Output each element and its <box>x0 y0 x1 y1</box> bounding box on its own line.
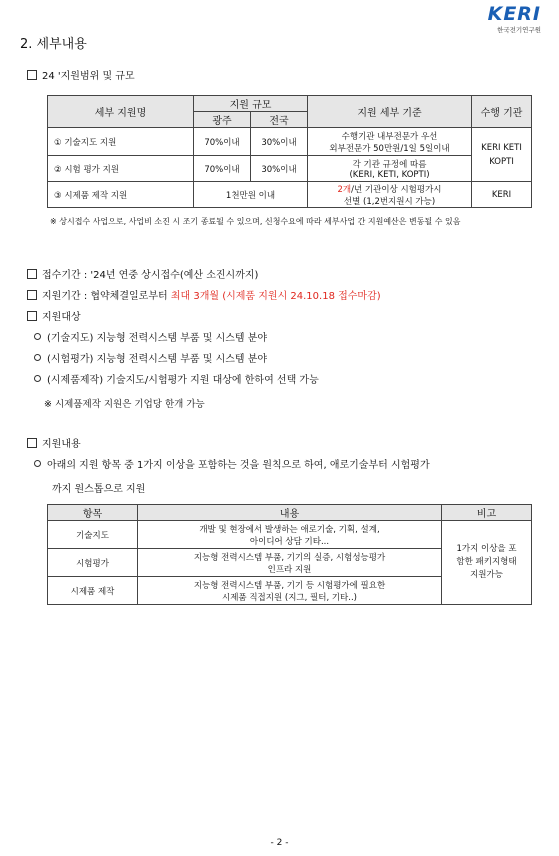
content-line: 인프라 지원 <box>267 564 312 575</box>
square-bullet-icon <box>27 70 37 80</box>
criteria-line: (KERI, KETI, KOPTI) <box>349 169 430 180</box>
logo-subtitle: 한국전기연구원 <box>497 26 541 34</box>
header-criteria: 지원 세부 기준 <box>308 96 472 128</box>
content-line: 시제품 직접지원 (지그, 필터, 기타..) <box>222 592 357 603</box>
content-line: 아이디어 상담 기타... <box>249 536 330 547</box>
row-organization: KERI <box>472 182 532 208</box>
row-name: ① 기술지도 지원 <box>48 128 194 156</box>
row-criteria <box>308 182 472 208</box>
keri-logo <box>488 4 541 34</box>
circle-bullet-icon <box>34 354 41 361</box>
table-row <box>48 521 532 549</box>
row-gwangju: 70%이내 <box>194 128 251 156</box>
row-item: 기술지도 <box>48 521 138 549</box>
support-scope-table <box>47 95 532 208</box>
row-item: 시험평가 <box>48 549 138 577</box>
row-national: 30%이내 <box>251 156 308 182</box>
table-row <box>48 128 532 156</box>
target-note: ※ 시제품제작 지원은 기업당 한개 가능 <box>44 399 205 410</box>
period-highlight: 최대 3개월 (시제품 지원시 24.10.18 접수마감) <box>170 291 381 302</box>
circle-bullet-icon <box>34 333 41 340</box>
reception-heading <box>27 269 258 283</box>
header-remark: 비고 <box>442 505 532 521</box>
period-heading <box>27 290 381 304</box>
criteria-text: /년 기관이상 시험평가시 <box>351 184 442 195</box>
row-organization: KERI KETI KOPTI <box>472 128 532 182</box>
section-title: 2. 세부내용 <box>20 37 87 52</box>
criteria-highlight: 2개 <box>337 184 352 195</box>
row-criteria <box>308 128 472 156</box>
criteria-line <box>308 183 471 195</box>
row-criteria <box>308 156 472 182</box>
row-name: ③ 시제품 제작 지원 <box>48 182 194 208</box>
header-item: 항목 <box>48 505 138 521</box>
criteria-line: 외부전문가 50만원/1일 5일이내 <box>329 143 450 154</box>
target-item-text: (시제품제작) 기술지도/시험평가 지원 대상에 한하여 선택 가능 <box>47 375 319 386</box>
target-title: 지원대상 <box>42 312 81 323</box>
header-organization: 수행 기관 <box>472 96 532 128</box>
criteria-line: 선별 (1,2번지원시 가능) <box>343 196 436 207</box>
content-line: 지능형 전력시스템 부품, 기기의 실증, 시험성능평가 <box>193 552 386 563</box>
scope-title: 24 '지원범위 및 규모 <box>42 71 135 82</box>
square-bullet-icon <box>27 290 37 300</box>
row-remark: 1가지 이상을 포함한 패키지형태 지원가능 <box>442 521 532 605</box>
row-scale: 1천만원 이내 <box>194 182 308 208</box>
content-desc-line: 아래의 지원 항목 중 1가지 이상을 포함하는 것을 원칙으로 하여, 애로기술부터 시험평가 <box>47 460 430 471</box>
row-content <box>138 521 442 549</box>
circle-bullet-icon <box>34 375 41 382</box>
list-item <box>34 353 267 367</box>
row-content <box>138 549 442 577</box>
content-title: 지원내용 <box>42 439 81 450</box>
scope-heading <box>27 70 135 84</box>
content-line: 개발 및 현장에서 발생하는 애로기술, 기획, 설계, <box>199 524 380 535</box>
page-number: - 2 - <box>270 838 289 848</box>
period-label: 지원기간 : 협약체결일로부터 <box>42 291 171 302</box>
row-gwangju: 70%이내 <box>194 156 251 182</box>
header-support-scale: 지원 규모 <box>194 96 308 112</box>
target-heading <box>27 311 81 325</box>
table-row <box>48 182 532 208</box>
logo-mark: KERI <box>487 3 541 25</box>
table-row <box>48 156 532 182</box>
list-item <box>34 374 319 388</box>
row-item: 시제품 제작 <box>48 577 138 605</box>
row-content <box>138 577 442 605</box>
header-national: 전국 <box>251 112 308 128</box>
target-item-text: (기술지도) 지능형 전력시스템 부품 및 시스템 분야 <box>47 333 268 344</box>
list-item <box>34 332 267 346</box>
row-name: ② 시험 평가 지원 <box>48 156 194 182</box>
content-desc-continuation: 까지 원스톱으로 지원 <box>52 484 146 495</box>
reception-text: 접수기간 : '24년 연중 상시접수(예산 소진시까지) <box>42 270 259 281</box>
row-national: 30%이내 <box>251 128 308 156</box>
content-description <box>34 459 430 473</box>
support-content-table <box>47 504 532 605</box>
criteria-line: 수행기관 내부전문가 우선 <box>341 131 438 142</box>
target-item-text: (시험평가) 지능형 전력시스템 부품 및 시스템 분야 <box>47 354 268 365</box>
content-line: 지능형 전력시스템 부품, 기기 등 시험평가에 필요한 <box>193 580 386 591</box>
scope-note: ※ 상시접수 사업으로, 사업비 소진 시 조기 종료될 수 있으며, 신청수요에 따라 세부사업 간 지원예산은 변동될 수 있음 <box>50 217 461 226</box>
criteria-line: 각 기관 규정에 따름 <box>352 159 427 170</box>
header-support-name: 세부 지원명 <box>48 96 194 128</box>
content-heading <box>27 438 81 452</box>
square-bullet-icon <box>27 438 37 448</box>
header-gwangju: 광주 <box>194 112 251 128</box>
header-content: 내용 <box>138 505 442 521</box>
square-bullet-icon <box>27 311 37 321</box>
square-bullet-icon <box>27 269 37 279</box>
circle-bullet-icon <box>34 460 41 467</box>
